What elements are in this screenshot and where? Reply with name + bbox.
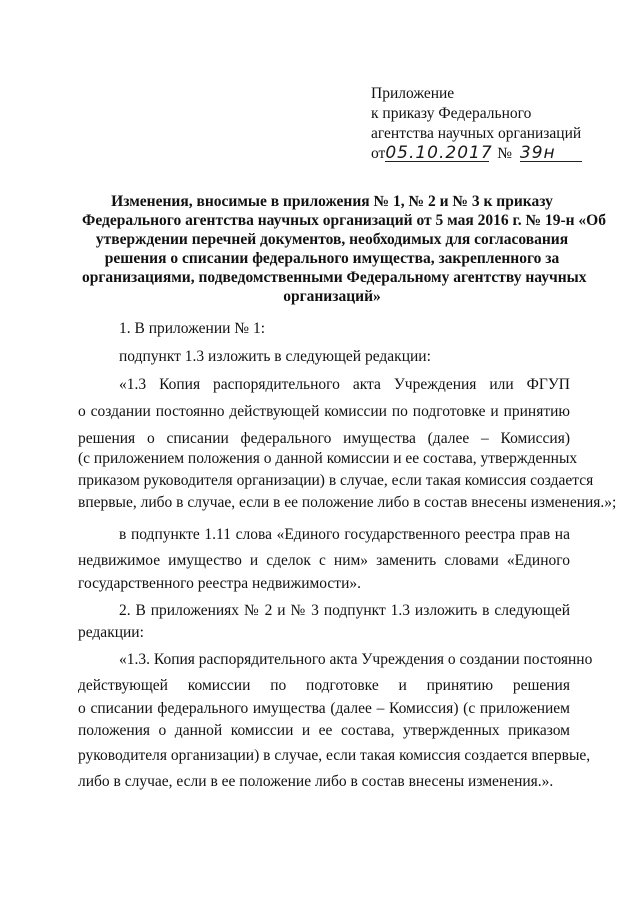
- quote-2-line: положения о данной комиссии и ее состава, утвержденных приказом: [78, 722, 570, 739]
- quote-1-line: «1.3 Копия распорядительного акта Учреждения или ФГУП: [119, 376, 570, 393]
- quote-2-line: руководителя организации) в случае, если такая комиссия создается впервые,: [78, 747, 591, 764]
- title-line: организаций»: [283, 288, 381, 305]
- appendix-order-line: к приказу Федерального: [371, 105, 532, 122]
- paragraph-2-line: редакции:: [78, 624, 144, 641]
- paragraph-2-line: 2. В приложениях № 2 и № 3 подпункт 1.3 изложить в следующей: [119, 602, 570, 619]
- title-line: организациями, подведомственными Федеральному агентству научных: [82, 269, 587, 286]
- quote-1-line: (с приложением положения о данной комиссии и ее состава, утвержденных: [78, 450, 578, 467]
- quote-2-line: действующей комиссии по подготовке и принятию решения: [78, 677, 570, 694]
- paragraph-1-11-line: в подпункте 1.11 слова «Единого государственного реестра прав на: [119, 526, 570, 543]
- quote-1-line: приказом руководителя организации) в случае, если такая комиссия создается: [78, 472, 594, 489]
- date-prefix: от: [371, 145, 386, 162]
- paragraph-1-instruction: подпункт 1.3 изложить в следующей редакции:: [119, 348, 431, 365]
- paragraph-1-heading: 1. В приложении № 1:: [119, 320, 266, 337]
- document-title: [82, 192, 606, 306]
- appendix-agency-line: агентства научных организаций: [371, 125, 582, 142]
- title-line: утверждении перечней документов, необходимых для согласования: [95, 231, 569, 248]
- title-line: Федерального агентства научных организаций от 5 мая 2016 г. № 19-н «Об: [82, 212, 606, 229]
- quote-1-line: впервые, либо в случае, если в ее положение либо в состав внесены изменения.»;: [78, 494, 617, 511]
- quote-2-line: о списании федерального имущества (далее – Комиссия) (с приложением: [78, 700, 570, 717]
- quote-2-line: «1.3. Копия распорядительного акта Учреждения о создании постоянно: [119, 651, 593, 668]
- paragraph-1-11-line: государственного реестра недвижимости».: [78, 575, 362, 592]
- order-number-handwritten: 39н: [520, 145, 582, 162]
- title-line: Изменения, вносимые в приложения № 1, № 2 и № 3 к приказу: [111, 193, 553, 210]
- appendix-header: [371, 84, 621, 164]
- order-date-number-row: [371, 144, 621, 164]
- quote-1-line: решения о списании федерального имущества (далее – Комиссия): [78, 430, 570, 447]
- appendix-label: Приложение: [371, 85, 455, 102]
- quote-2-line: либо в случае, если в ее положение либо в состав внесены изменения.».: [78, 773, 554, 790]
- title-line: решения о списании федерального имущества, закрепленного за: [104, 250, 560, 267]
- order-date-handwritten: 05.10.2017: [385, 143, 493, 163]
- quote-1-line: о создании постоянно действующей комиссии по подготовке и принятию: [78, 403, 570, 420]
- number-prefix: №: [497, 145, 512, 162]
- paragraph-1-11-line: недвижимое имущество и сделок с ним» заменить словами «Единого: [78, 552, 570, 569]
